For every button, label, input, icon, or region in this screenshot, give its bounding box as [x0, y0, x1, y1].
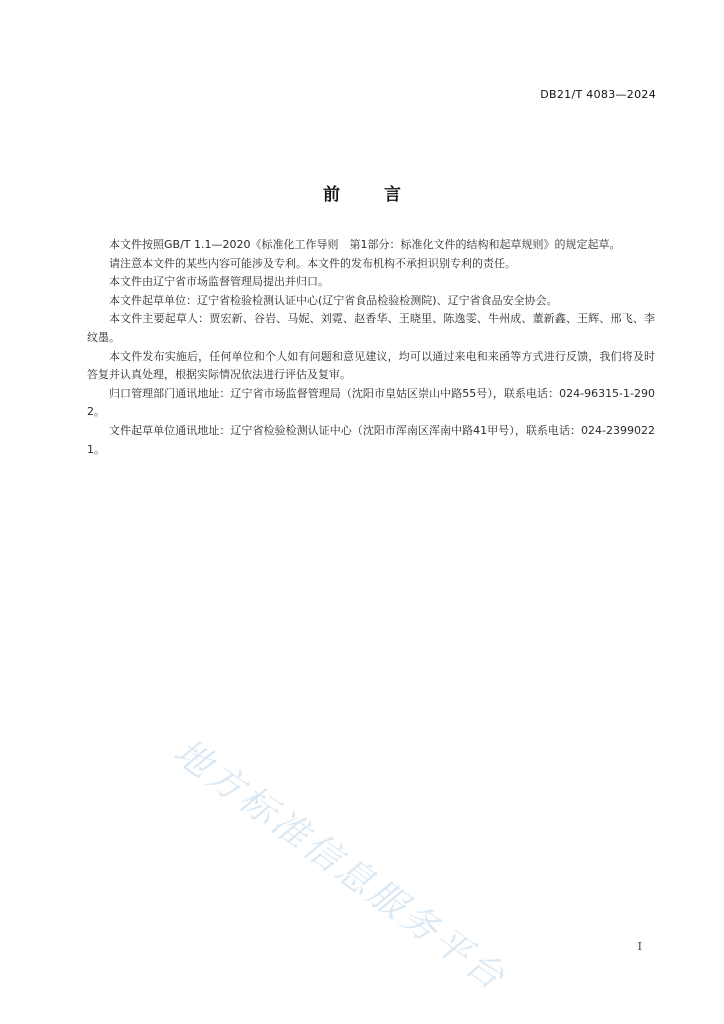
paragraph-authority-address: 归口管理部门通讯地址：辽宁省市场监督管理局（沈阳市皇姑区崇山中路55号），联系电话：024-96315-1-2902。	[87, 386, 655, 419]
paragraph-drafter-address: 文件起草单位通讯地址：辽宁省检验检测认证中心（沈阳市浑南区浑南中路41甲号），联系电话：024-23990221。	[87, 423, 655, 456]
standard-code: DB21/T 4083—2024	[540, 88, 656, 101]
page-number: I	[637, 940, 642, 953]
page-title-char-1: 前	[323, 185, 340, 205]
paragraph-drafting-units: 本文件起草单位：辽宁省检验检测认证中心(辽宁省食品检验检测院)、辽宁省食品安全协会。	[109, 293, 558, 307]
page-title-char-2: 言	[384, 185, 401, 205]
paragraph-drafters: 本文件主要起草人：贾宏新、谷岩、马妮、刘霓、赵香华、王晓里、陈逸雯、牛州成、董新鑫、王辉、邢飞、李纹墨。	[87, 312, 655, 344]
paragraph-feedback: 本文件发布实施后，任何单位和个人如有问题和意见建议，均可以通过来电和来函等方式进行反馈，我们将及时答复并认真处理，根据实际情况依法进行评估及复审。	[87, 349, 655, 382]
paragraph-patent-notice: 请注意本文件的某些内容可能涉及专利。本文件的发布机构不承担识别专利的责任。	[109, 256, 516, 270]
watermark-text: 地方标准信息服务平台	[166, 731, 514, 1000]
foreword-body	[87, 236, 655, 459]
page-title	[0, 180, 724, 205]
paragraph-drafting-rules: 本文件按照GB/T 1.1—2020《标准化工作导则 第1部分：标准化文件的结构和起草规则》的规定起草。	[109, 238, 621, 251]
paragraph-proposer: 本文件由辽宁省市场监督管理局提出并归口。	[109, 275, 329, 289]
